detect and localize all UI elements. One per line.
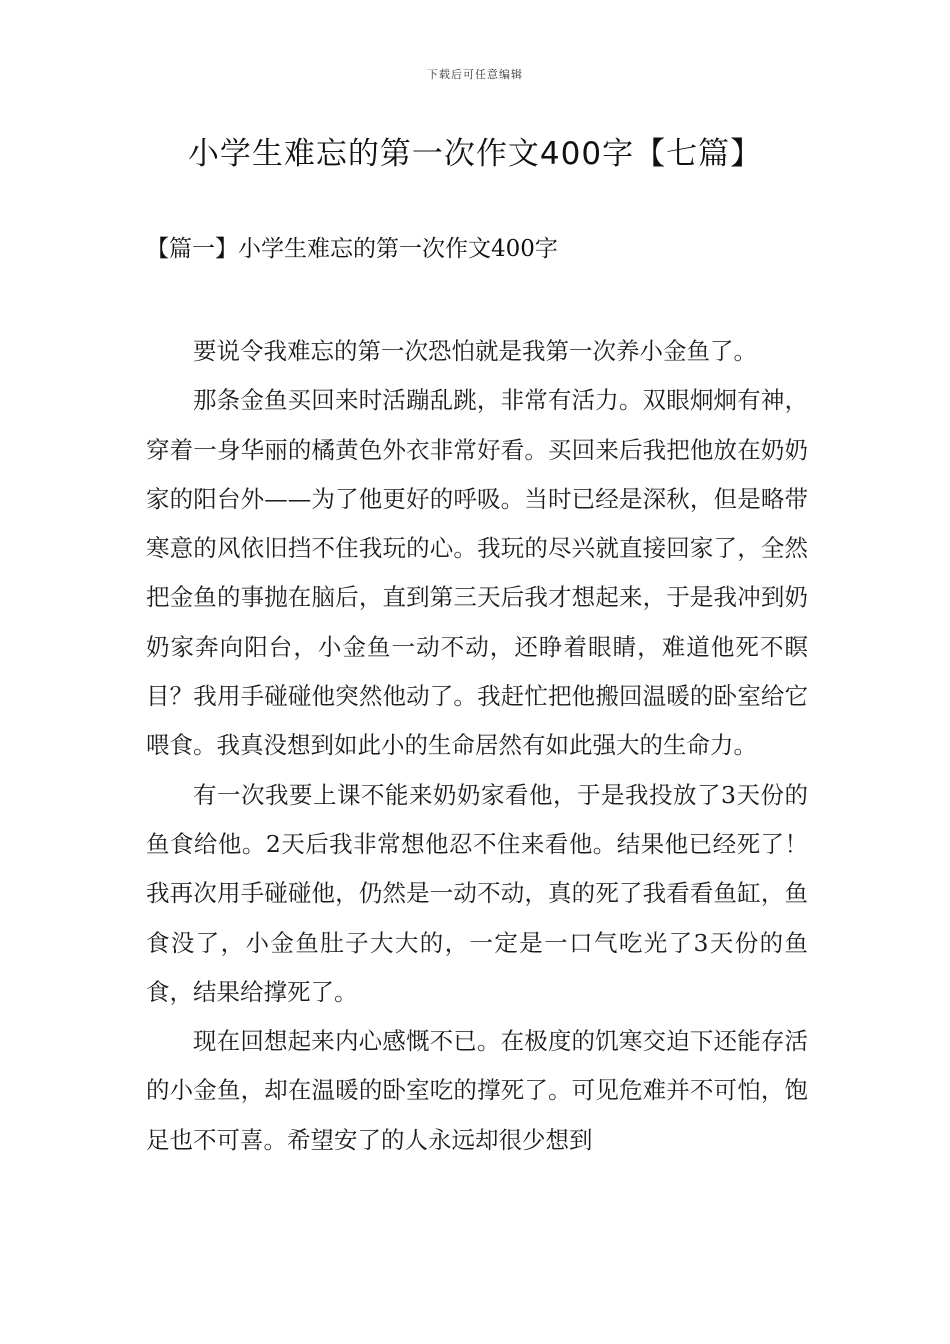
- paragraph: 那条金鱼买回来时活蹦乱跳，非常有活力。双眼炯炯有神，穿着一身华丽的橘黄色外衣非常好看。买回来后我把他放在奶奶家的阳台外——为了他更好的呼吸。当时已经是深秋，但是略带寒意的风依旧挡不住我玩的心。我玩的尽兴就直接回家了，全然把金鱼的事抛在脑后，直到第三天后我才想起来，于是我冲到奶奶家奔向阳台，小金鱼一动不动，还睁着眼睛，难道他死不瞑目？我用手碰碰他突然他动了。我赶忙把他搬回温暖的卧室给它喂食。我真没想到如此小的生命居然有如此强大的生命力。: [146, 386, 808, 760]
- document-title: 小学生难忘的第一次作文400字【七篇】: [187, 136, 763, 172]
- essay-body: [146, 327, 808, 1165]
- paragraph: 要说令我难忘的第一次恐怕就是我第一次养小金鱼了。: [193, 337, 757, 365]
- section-heading: 【篇一】小学生难忘的第一次作文400字: [146, 236, 558, 262]
- header-note: 下载后可任意编辑: [427, 68, 523, 81]
- paragraph: 现在回想起来内心感慨不已。在极度的饥寒交迫下还能存活的小金鱼，却在温暖的卧室吃的撑死了。可见危难并不可怕，饱足也不可喜。希望安了的人永远却很少想到: [146, 1027, 808, 1154]
- paragraph: 有一次我要上课不能来奶奶家看他，于是我投放了3天份的鱼食给他。2天后我非常想他忍不住来看他。结果他已经死了！我再次用手碰碰他，仍然是一动不动，真的死了我看看鱼缸，鱼食没了，小金鱼肚子大大的，一定是一口气吃光了3天份的鱼食，结果给撑死了。: [146, 780, 808, 1006]
